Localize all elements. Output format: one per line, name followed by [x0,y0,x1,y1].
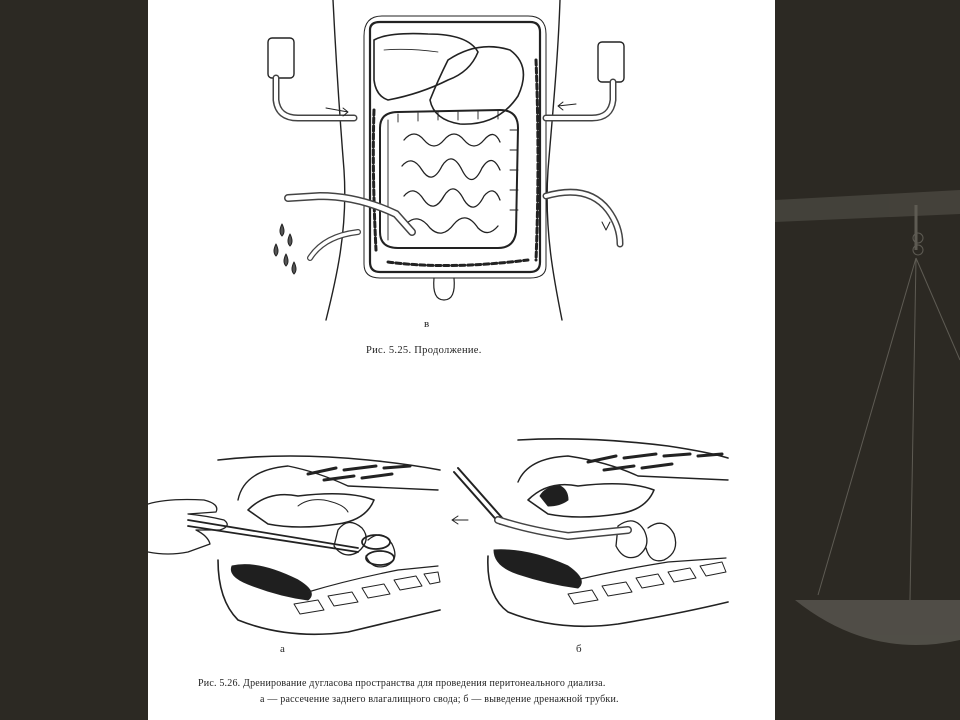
douglas-drainage-illustration-a [148,456,440,634]
panel-label-b: б [576,643,582,655]
peritoneal-dialysis-illustration [268,0,624,320]
panel-label-a: а [280,643,285,655]
figure-caption-5-26-line1: Рис. 5.26. Дренирование дугласова пространства для проведения перитонеального диализа. [198,678,606,689]
douglas-drainage-illustration-b [452,439,728,626]
panel-label-v: в [424,318,430,330]
figure-caption-5-26-line2: а — рассечение заднего влагалищного свода; б — выведение дренажной трубки. [260,694,619,705]
medical-illustrations [148,0,775,720]
figure-caption-5-25: Рис. 5.25. Продолжение. [366,345,482,356]
document-page [148,0,775,720]
